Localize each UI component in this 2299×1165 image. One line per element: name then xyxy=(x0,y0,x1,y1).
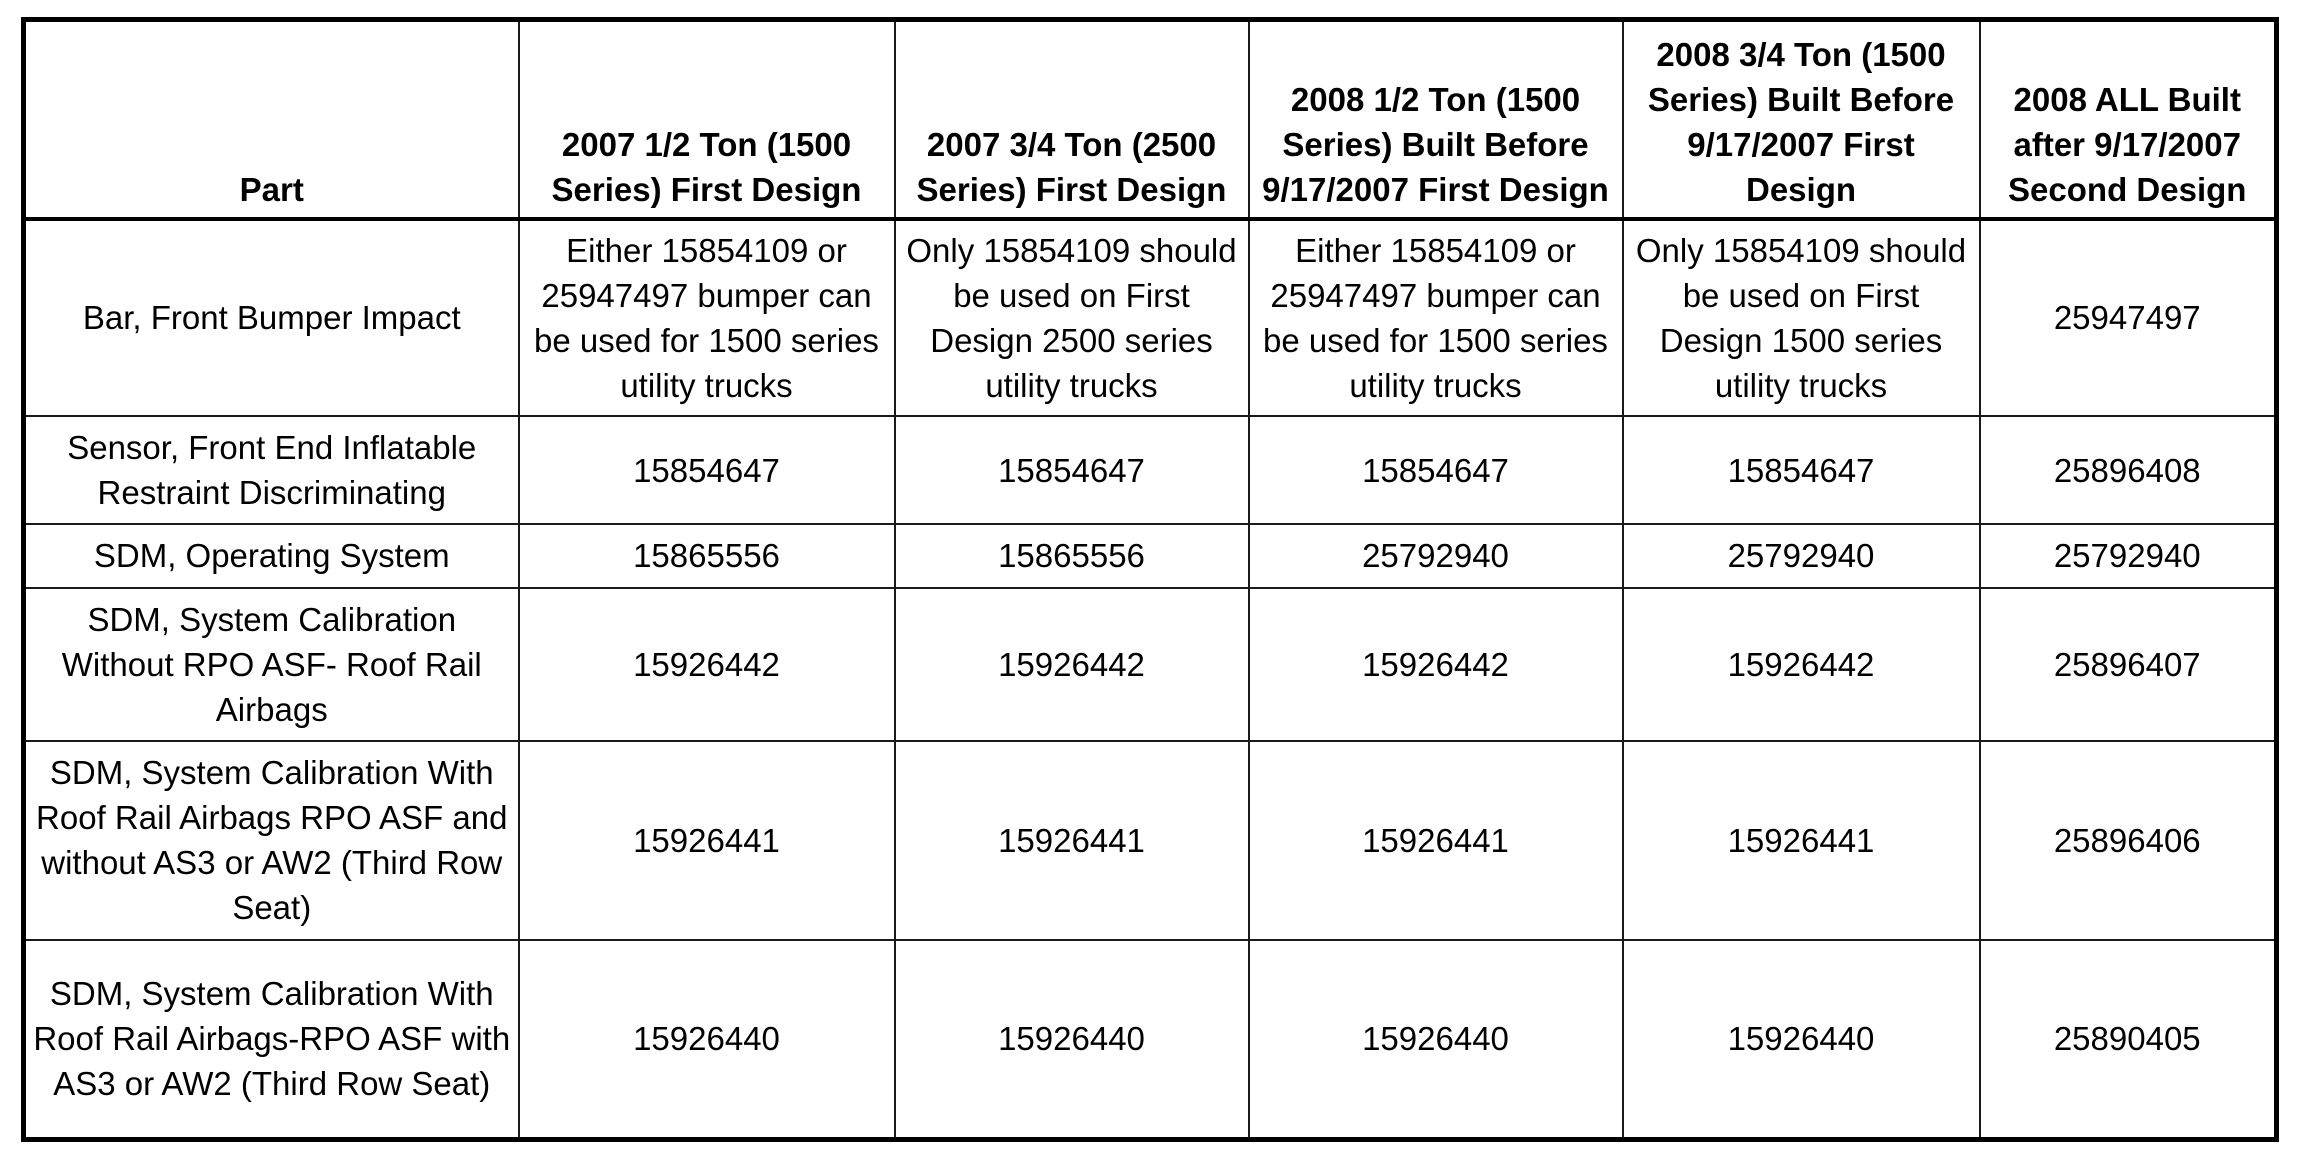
header-2007-half-ton: 2007 1/2 Ton (1500 Series) First Design xyxy=(519,20,895,219)
table-cell: Only 15854109 should be used on First Design 2500 series utility trucks xyxy=(895,219,1249,417)
table-cell: 15926441 xyxy=(1249,741,1623,940)
table-cell: 15926440 xyxy=(519,940,895,1140)
part-name-cell: SDM, System Calibration With Roof Rail Airbags RPO ASF and without AS3 or AW2 (Third Row Seat) xyxy=(24,741,519,940)
table-cell: 15926440 xyxy=(1249,940,1623,1140)
table-row xyxy=(24,940,2277,1140)
table-row xyxy=(24,741,2277,940)
table-row xyxy=(24,219,2277,417)
table-cell: 15926442 xyxy=(1623,588,1980,741)
table-row xyxy=(24,524,2277,588)
table-row xyxy=(24,588,2277,741)
table-cell: 15926442 xyxy=(895,588,1249,741)
table-cell: 15926440 xyxy=(1623,940,1980,1140)
header-part: Part xyxy=(24,20,519,219)
table-cell: 15926442 xyxy=(1249,588,1623,741)
table-cell: 15865556 xyxy=(519,524,895,588)
table-cell: 15854647 xyxy=(1249,416,1623,523)
table-cell: 15926441 xyxy=(895,741,1249,940)
table-cell: 15854647 xyxy=(519,416,895,523)
table-cell: 15865556 xyxy=(895,524,1249,588)
header-row xyxy=(24,20,2277,219)
table-cell: 25792940 xyxy=(1980,524,2277,588)
table-cell: 25792940 xyxy=(1249,524,1623,588)
table-row xyxy=(24,416,2277,523)
table-cell: Only 15854109 should be used on First Design 1500 series utility trucks xyxy=(1623,219,1980,417)
table-cell: 25896407 xyxy=(1980,588,2277,741)
table-cell: 15854647 xyxy=(895,416,1249,523)
part-name-cell: SDM, Operating System xyxy=(24,524,519,588)
header-2008-three-quarter-ton-before: 2008 3/4 Ton (1500 Series) Built Before 9/17/2007 First Design xyxy=(1623,20,1980,219)
table-cell: 15854647 xyxy=(1623,416,1980,523)
parts-table-container xyxy=(21,17,2274,1142)
header-2008-half-ton-before: 2008 1/2 Ton (1500 Series) Built Before 9/17/2007 First Design xyxy=(1249,20,1623,219)
table-cell: Either 15854109 or 25947497 bumper can be used for 1500 series utility trucks xyxy=(519,219,895,417)
header-2008-all-after: 2008 ALL Built after 9/17/2007 Second Design xyxy=(1980,20,2277,219)
table-cell: 25896406 xyxy=(1980,741,2277,940)
part-name-cell: SDM, System Calibration With Roof Rail Airbags-RPO ASF with AS3 or AW2 (Third Row Seat) xyxy=(24,940,519,1140)
table-cell: 25890405 xyxy=(1980,940,2277,1140)
table-cell: 15926441 xyxy=(1623,741,1980,940)
header-2007-three-quarter-ton: 2007 3/4 Ton (2500 Series) First Design xyxy=(895,20,1249,219)
table-cell: 25792940 xyxy=(1623,524,1980,588)
part-name-cell: Bar, Front Bumper Impact xyxy=(24,219,519,417)
part-name-cell: SDM, System Calibration Without RPO ASF- Roof Rail Airbags xyxy=(24,588,519,741)
table-cell: 15926442 xyxy=(519,588,895,741)
table-cell: 15926441 xyxy=(519,741,895,940)
table-cell: 25947497 xyxy=(1980,219,2277,417)
parts-table xyxy=(21,17,2279,1142)
table-cell: 25896408 xyxy=(1980,416,2277,523)
table-cell: 15926440 xyxy=(895,940,1249,1140)
part-name-cell: Sensor, Front End Inflatable Restraint Discriminating xyxy=(24,416,519,523)
table-cell: Either 15854109 or 25947497 bumper can be used for 1500 series utility trucks xyxy=(1249,219,1623,417)
